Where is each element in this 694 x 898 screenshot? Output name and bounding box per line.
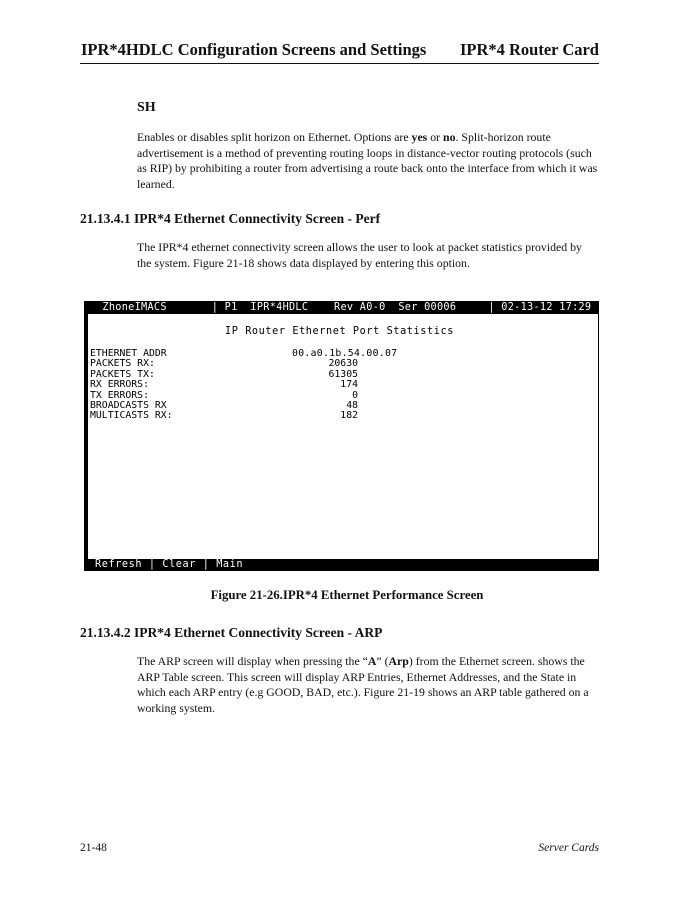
terminal-command-bar: Refresh | Clear | Main — [88, 559, 598, 570]
stat-label: ETHERNET ADDR — [90, 348, 167, 359]
stat-value: 48 — [346, 399, 358, 411]
figure-caption: Figure 21-26.IPR*4 Ethernet Performance Screen — [210, 588, 484, 602]
stat-value: 174 — [340, 379, 358, 391]
sh-description: Enables or disables split horizon on Ethernet. Options are yes or no. Split-horizon route advertisement is a method of preventing routing loops in distance-vector routing protocols (such as RIP) by prohibiting a router from advertising a route back onto the interface from which it was learned. — [137, 130, 598, 191]
terminal-title: IP Router Ethernet Port Statistics — [225, 326, 454, 337]
stat-value: 0 — [352, 389, 358, 401]
terminal-status-bar: ZhoneIMACS | P1 IPR*4HDLC Rev A0-0 Ser 00006 | 02-13-12 17:29 — [88, 302, 598, 314]
sh-heading: SH — [137, 100, 156, 115]
footer-section: Server Cards — [538, 842, 599, 854]
stat-value: 20630 — [328, 358, 358, 370]
page-header-section: IPR*4 Router Card — [459, 40, 599, 59]
section-heading-arp: 21.13.4.2 IPR*4 Ethernet Connectivity Screen - ARP — [80, 625, 383, 640]
terminal-screen — [84, 301, 599, 571]
header-divider — [80, 63, 599, 64]
stat-label: PACKETS RX: — [90, 358, 155, 370]
arp-description: The ARP screen will display when pressing the “A” (Arp) from the Ethernet screen. shows the ARP Table screen. This screen will display ARP Entries, Ethernet Addresses, and the State in which each ARP entry (e.g GOOD, BAD, etc.). Figure 21-19 shows an ARP table gathered on a working system. — [137, 654, 589, 715]
stat-value: 61305 — [328, 368, 358, 380]
stat-label: BROADCASTS RX — [90, 399, 167, 411]
stat-value: 182 — [340, 410, 358, 422]
section-heading-perf: 21.13.4.1 IPR*4 Ethernet Connectivity Screen - Perf — [80, 211, 381, 226]
stat-label: TX ERRORS: — [90, 389, 149, 401]
page-header-title: IPR*4HDLC Configuration Screens and Settings — [81, 40, 427, 59]
perf-description: The IPR*4 ethernet connectivity screen allows the user to look at packet statistics provided by the system. Figure 21-18 shows data displayed by entering this option. — [137, 240, 582, 270]
stat-label: RX ERRORS: — [90, 379, 149, 391]
terminal-left-border — [85, 302, 88, 570]
stat-label: PACKETS TX: — [90, 368, 155, 380]
page-number: 21-48 — [80, 842, 107, 854]
stat-value: 00.a0.1b.54.00.07 — [292, 348, 398, 359]
stat-label: MULTICASTS RX: — [90, 410, 173, 422]
